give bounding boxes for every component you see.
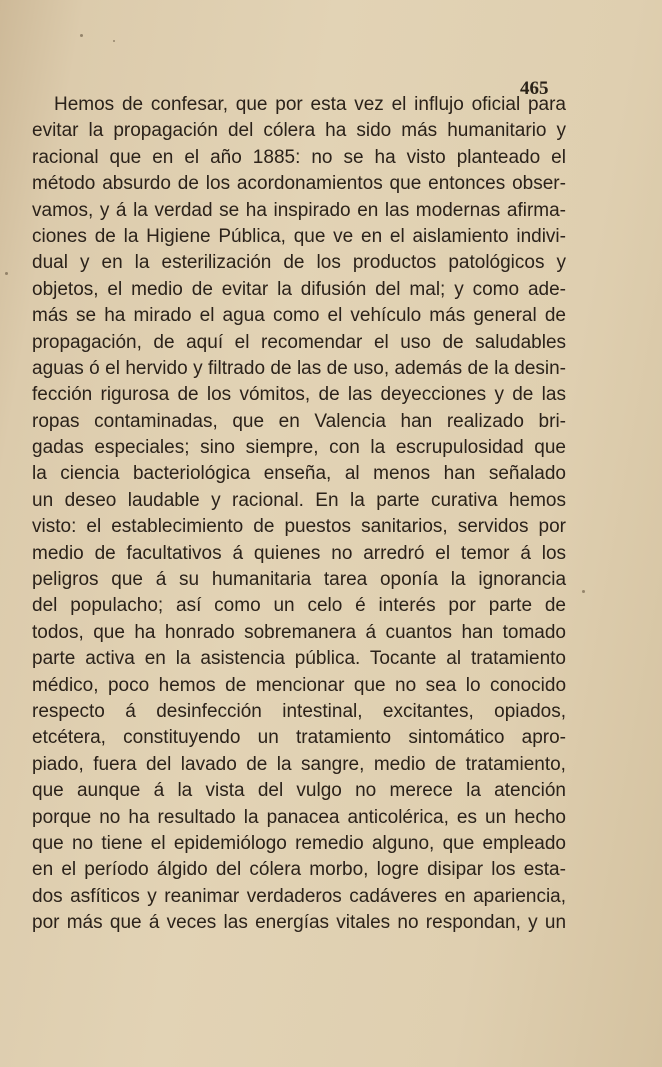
text-line: Hemos de confesar, que por esta vez el influjo oficial para (54, 94, 566, 115)
body-text (32, 92, 566, 937)
text-line: vamos, y á la verdad se ha inspirado en las modernas afirma- (32, 199, 566, 221)
text-line: aguas ó el hervido y filtrado de las de uso, además de la desin- (32, 357, 567, 379)
text-line: dual y en la esterilización de los productos patológicos y (32, 252, 567, 274)
page-number: 465 (520, 78, 549, 99)
text-line: la ciencia bacteriológica enseña, al menos han señalado (32, 463, 566, 485)
text-line: médico, poco hemos de mencionar que no sea lo conocido (32, 674, 567, 696)
ink-speck (582, 590, 585, 593)
text-line: ropas contaminadas, que en Valencia han realizado bri- (32, 410, 566, 432)
text-line: fección rigurosa de los vómitos, de las deyecciones y de las (32, 384, 566, 406)
text-line: del populacho; así como un celo é interés por parte de (32, 595, 567, 617)
text-line: gadas especiales; sino siempre, con la escrupulosidad que (32, 437, 567, 459)
text-line: visto: el establecimiento de puestos sanitarios, servidos por (32, 516, 566, 538)
text-line: en el período álgido del cólera morbo, logre disipar los esta- (32, 859, 566, 881)
text-line: que aunque á la vista del vulgo no merece la atención (32, 780, 567, 802)
text-line: respecto á desinfección intestinal, excitantes, opiados, (32, 700, 566, 722)
text-line: piado, fuera del lavado de la sangre, medio de tratamiento, (32, 753, 566, 775)
text-line: racional que en el año 1885: no se ha visto planteado el (32, 146, 566, 168)
text-line: método absurdo de los acordonamientos que entonces obser- (32, 173, 566, 195)
text-line: peligros que á su humanitaria tarea oponía la ignorancia (32, 569, 567, 591)
text-line: objetos, el medio de evitar la difusión del mal; y como ade- (32, 278, 566, 300)
text-line: por más que á veces las energías vitales no respondan, y un (32, 912, 567, 934)
text-line: etcétera, constituyendo un tratamiento sintomático apro- (32, 727, 567, 749)
text-line: porque no ha resultado la panacea anticolérica, es un hecho (32, 806, 566, 828)
text-line: un deseo laudable y racional. En la parte curativa hemos (32, 489, 566, 511)
ink-speck (5, 272, 8, 275)
text-line: más se ha mirado el agua como el vehículo más general de (32, 305, 566, 327)
ink-speck (113, 40, 115, 42)
text-line: ciones de la Higiene Pública, que ve en el aislamiento indivi- (32, 225, 566, 247)
text-line: evitar la propagación del cólera ha sido más humanitario y (32, 120, 567, 142)
text-line: todos, que ha honrado sobremanera á cuantos han tomado (32, 621, 566, 643)
text-line: parte activa en la asistencia pública. Tocante al tratamiento (32, 648, 566, 670)
text-line: que no tiene el epidemiólogo remedio alguno, que empleado (32, 832, 566, 854)
text-line: propagación, de aquí el recomendar el uso de saludables (32, 331, 567, 353)
text-line: medio de facultativos á quienes no arredró el temor á los (32, 542, 567, 564)
text-line: dos asfíticos y reanimar verdaderos cadáveres en apariencia, (32, 885, 567, 907)
ink-speck (80, 34, 83, 37)
